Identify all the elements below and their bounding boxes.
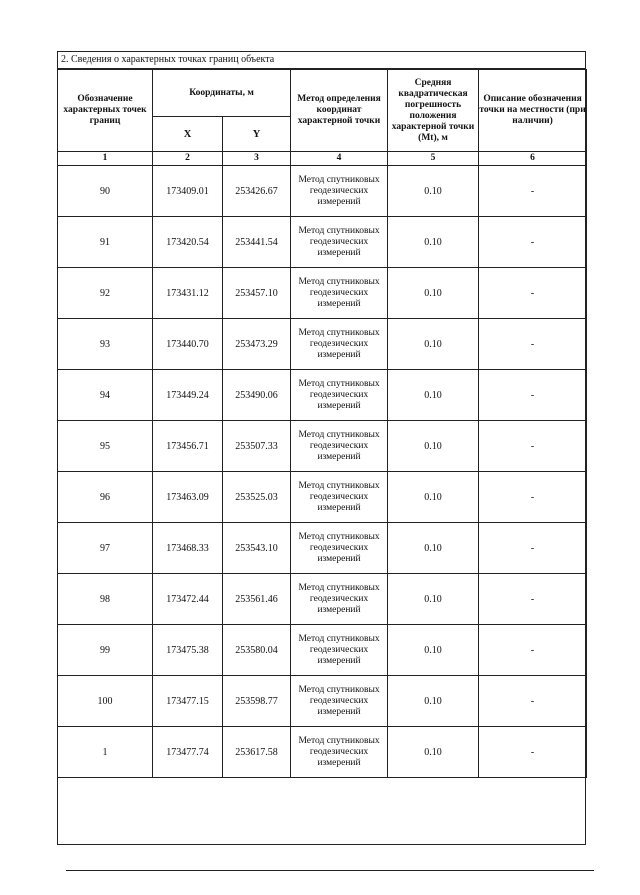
accuracy-value: 0.10 <box>424 746 442 758</box>
section-title: 2. Сведения о характерных точках границ объекта <box>58 52 585 69</box>
point-number-cell <box>58 574 153 625</box>
description-cell <box>479 523 587 574</box>
description-value: - <box>530 542 535 554</box>
description-value: - <box>530 236 535 248</box>
table-row <box>58 166 587 217</box>
method-cell <box>291 625 388 676</box>
method-value: Метод спутниковых геодезических измерений <box>298 327 380 360</box>
method-cell <box>291 370 388 421</box>
y-cell <box>223 268 291 319</box>
point-number-cell <box>58 268 153 319</box>
document-sheet <box>57 51 586 845</box>
accuracy-cell <box>388 268 479 319</box>
y-value: 253561.46 <box>235 593 278 605</box>
x-value: 173477.74 <box>166 746 209 758</box>
method-value: Метод спутниковых геодезических измерений <box>298 429 380 462</box>
y-cell <box>223 727 291 778</box>
point-number: 100 <box>97 695 113 707</box>
accuracy-cell <box>388 421 479 472</box>
description-value: - <box>530 440 535 452</box>
description-cell <box>479 421 587 472</box>
point-number-cell <box>58 421 153 472</box>
y-value: 253580.04 <box>235 644 278 656</box>
description-cell <box>479 676 587 727</box>
method-cell <box>291 217 388 268</box>
y-cell <box>223 676 291 727</box>
accuracy-value: 0.10 <box>424 338 442 350</box>
x-value: 173456.71 <box>166 440 209 452</box>
method-value: Метод спутниковых геодезических измерений <box>298 633 380 666</box>
point-number-cell <box>58 625 153 676</box>
y-cell <box>223 370 291 421</box>
x-value: 173468.33 <box>166 542 209 554</box>
accuracy-cell <box>388 472 479 523</box>
x-cell <box>153 166 223 217</box>
x-value: 173449.24 <box>166 389 209 401</box>
table-row <box>58 421 587 472</box>
method-value: Метод спутниковых геодезических измерений <box>298 582 380 615</box>
description-value: - <box>530 389 535 401</box>
table-row <box>58 472 587 523</box>
accuracy-value: 0.10 <box>424 440 442 452</box>
point-number: 90 <box>100 185 110 197</box>
x-cell <box>153 523 223 574</box>
header-method: Метод определения координат характерной точки <box>291 70 388 152</box>
y-value: 253426.67 <box>235 185 278 197</box>
method-value: Метод спутниковых геодезических измерений <box>298 531 380 564</box>
accuracy-value: 0.10 <box>424 644 442 656</box>
method-cell <box>291 319 388 370</box>
column-number: 5 <box>388 152 479 166</box>
y-value: 253473.29 <box>235 338 278 350</box>
point-number: 91 <box>100 236 110 248</box>
description-cell <box>479 370 587 421</box>
y-value: 253507.33 <box>235 440 278 452</box>
x-value: 173472.44 <box>166 593 209 605</box>
y-cell <box>223 421 291 472</box>
y-value: 253490.06 <box>235 389 278 401</box>
description-cell <box>479 625 587 676</box>
point-number: 92 <box>100 287 110 299</box>
y-cell <box>223 166 291 217</box>
x-cell <box>153 472 223 523</box>
method-value: Метод спутниковых геодезических измерений <box>298 225 380 258</box>
point-number-cell <box>58 523 153 574</box>
accuracy-value: 0.10 <box>424 185 442 197</box>
y-value: 253617.58 <box>235 746 278 758</box>
point-number-cell <box>58 676 153 727</box>
description-value: - <box>530 695 535 707</box>
empty-table-area <box>58 787 585 844</box>
column-number: 6 <box>479 152 587 166</box>
description-cell <box>479 574 587 625</box>
description-value: - <box>530 185 535 197</box>
accuracy-value: 0.10 <box>424 542 442 554</box>
header-description: Описание обозначения точки на местности (при наличии) <box>479 70 587 152</box>
description-value: - <box>530 746 535 758</box>
accuracy-value: 0.10 <box>424 593 442 605</box>
description-value: - <box>530 491 535 503</box>
accuracy-value: 0.10 <box>424 389 442 401</box>
description-cell <box>479 472 587 523</box>
table-row <box>58 319 587 370</box>
point-number: 99 <box>100 644 110 656</box>
x-cell <box>153 217 223 268</box>
point-number: 96 <box>100 491 110 503</box>
table-row <box>58 370 587 421</box>
method-value: Метод спутниковых геодезических измерений <box>298 735 380 768</box>
point-number: 97 <box>100 542 110 554</box>
x-cell <box>153 319 223 370</box>
y-value: 253598.77 <box>235 695 278 707</box>
y-cell <box>223 574 291 625</box>
y-cell <box>223 319 291 370</box>
method-value: Метод спутниковых геодезических измерений <box>298 276 380 309</box>
x-cell <box>153 625 223 676</box>
y-cell <box>223 217 291 268</box>
accuracy-value: 0.10 <box>424 491 442 503</box>
table-row <box>58 574 587 625</box>
x-value: 173420.54 <box>166 236 209 248</box>
method-value: Метод спутниковых геодезических измерений <box>298 480 380 513</box>
table-row <box>58 676 587 727</box>
point-number-cell <box>58 166 153 217</box>
y-value: 253525.03 <box>235 491 278 503</box>
description-cell <box>479 217 587 268</box>
y-value: 253441.54 <box>235 236 278 248</box>
accuracy-cell <box>388 676 479 727</box>
description-cell <box>479 727 587 778</box>
x-value: 173440.70 <box>166 338 209 350</box>
y-cell <box>223 472 291 523</box>
method-value: Метод спутниковых геодезических измерений <box>298 174 380 207</box>
x-cell <box>153 421 223 472</box>
point-number: 93 <box>100 338 110 350</box>
accuracy-value: 0.10 <box>424 695 442 707</box>
point-number: 98 <box>100 593 110 605</box>
method-cell <box>291 523 388 574</box>
x-cell <box>153 574 223 625</box>
point-number-cell <box>58 472 153 523</box>
table-row <box>58 217 587 268</box>
header-accuracy: Средняя квадратическая погрешность положения характерной точки (Mt), м <box>388 70 479 152</box>
accuracy-cell <box>388 574 479 625</box>
method-cell <box>291 676 388 727</box>
header-y: Y <box>223 117 291 152</box>
accuracy-cell <box>388 217 479 268</box>
header-x: X <box>153 117 223 152</box>
point-number-cell <box>58 727 153 778</box>
method-cell <box>291 574 388 625</box>
column-number: 3 <box>223 152 291 166</box>
description-cell <box>479 268 587 319</box>
x-value: 173431.12 <box>166 287 209 299</box>
column-number: 1 <box>58 152 153 166</box>
x-cell <box>153 370 223 421</box>
point-number-cell <box>58 370 153 421</box>
header-coordinates: Координаты, м <box>153 70 291 117</box>
description-cell <box>479 319 587 370</box>
y-value: 253543.10 <box>235 542 278 554</box>
method-value: Метод спутниковых геодезических измерений <box>298 378 380 411</box>
method-cell <box>291 421 388 472</box>
point-number: 1 <box>102 746 108 758</box>
method-value: Метод спутниковых геодезических измерений <box>298 684 380 717</box>
accuracy-cell <box>388 166 479 217</box>
point-number: 95 <box>100 440 110 452</box>
description-value: - <box>530 287 535 299</box>
method-cell <box>291 727 388 778</box>
point-number: 94 <box>100 389 110 401</box>
x-cell <box>153 727 223 778</box>
boundary-points-table <box>57 69 587 778</box>
table-body <box>58 166 587 778</box>
y-value: 253457.10 <box>235 287 278 299</box>
y-cell <box>223 523 291 574</box>
accuracy-value: 0.10 <box>424 287 442 299</box>
x-value: 173409.01 <box>166 185 209 197</box>
accuracy-cell <box>388 523 479 574</box>
description-value: - <box>530 644 535 656</box>
footer-divider <box>66 870 594 871</box>
table-row <box>58 523 587 574</box>
column-number: 2 <box>153 152 223 166</box>
accuracy-cell <box>388 727 479 778</box>
y-cell <box>223 625 291 676</box>
x-cell <box>153 676 223 727</box>
header-designation: Обозначение характерных точек границ <box>58 70 153 152</box>
table-row <box>58 268 587 319</box>
x-value: 173475.38 <box>166 644 209 656</box>
method-cell <box>291 166 388 217</box>
method-cell <box>291 472 388 523</box>
accuracy-cell <box>388 625 479 676</box>
point-number-cell <box>58 217 153 268</box>
table-row <box>58 727 587 778</box>
description-cell <box>479 166 587 217</box>
x-value: 173477.15 <box>166 695 209 707</box>
description-value: - <box>530 338 535 350</box>
accuracy-cell <box>388 319 479 370</box>
x-value: 173463.09 <box>166 491 209 503</box>
point-number-cell <box>58 319 153 370</box>
accuracy-value: 0.10 <box>424 236 442 248</box>
method-cell <box>291 268 388 319</box>
table-row <box>58 625 587 676</box>
x-cell <box>153 268 223 319</box>
accuracy-cell <box>388 370 479 421</box>
description-value: - <box>530 593 535 605</box>
column-number: 4 <box>291 152 388 166</box>
